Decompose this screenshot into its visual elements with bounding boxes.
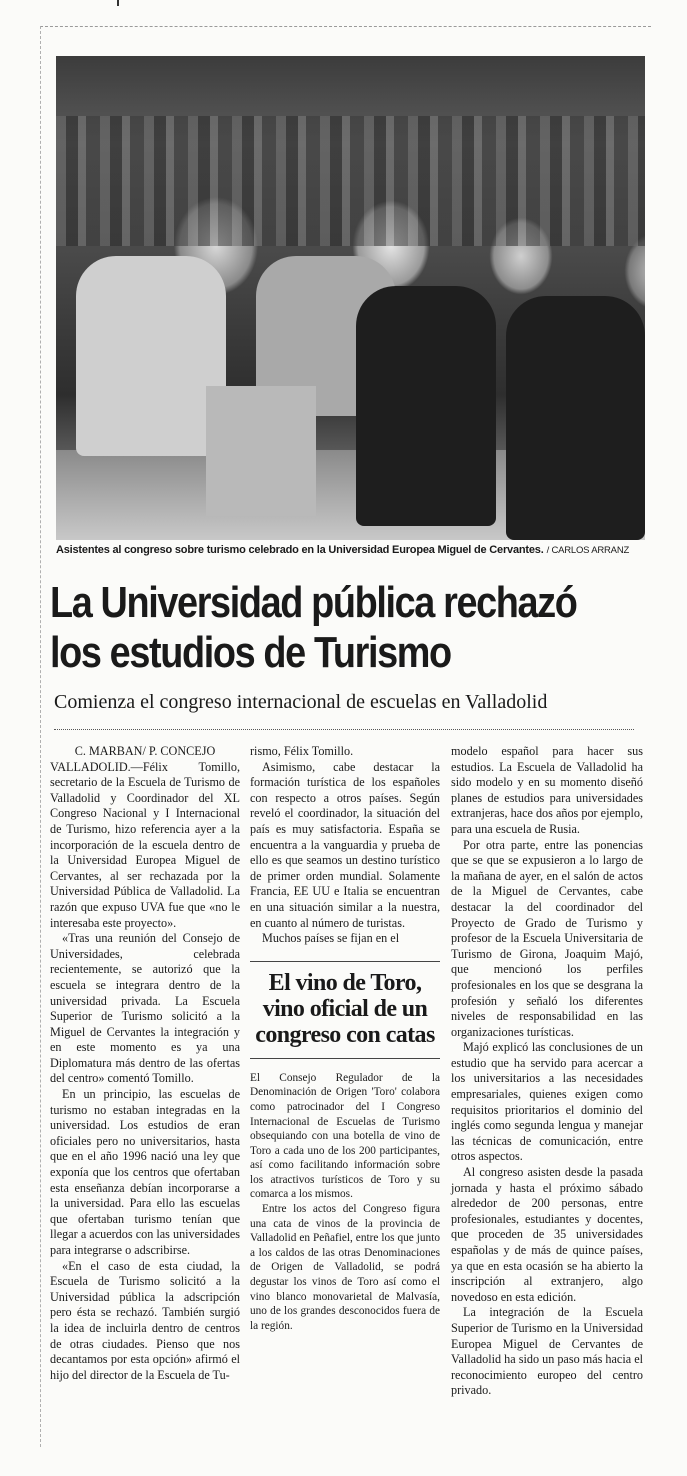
paragraph: El Consejo Regulador de la Denominación de Origen 'Toro' colabora como patrocinador del I Congreso Internacional de Escuelas de Turismo obsequiando con una botella de vino de Toro a cada uno de los 200 participantes, así como facilitando información sobre los atractivos turísticos de Toro y su comarca a los mismos. (250, 1071, 440, 1201)
paragraph: En un principio, las escuelas de turismo no estaban integradas en la universidad. Los estudios de eran oficiales pero no universitarios, hasta que en el año 1996 nació una ley que exponía que los centros que ofertaban esta enseñanza debían incorporarse a la universidad. Para ello las escuelas que ofertaban turismo tenían que llegar a acuerdos con las universidades para integrarse o adscribirse. (50, 1087, 240, 1257)
subheadline: Comienza el congreso internacional de escuelas en Valladolid (54, 691, 548, 713)
headline-line: La Universidad pública rechazó (50, 578, 577, 627)
byline: C. MARBAN/ P. CONCEJO (74, 744, 216, 758)
column-2 (250, 744, 440, 1333)
paragraph: modelo español para hacer sus estudios. La Escuela de Valladolid ha sido modelo y en su momento diseñó planes de estudios para universidades extranjeras, hace dos años por ejemplo, para una escuela de Rusia. (451, 744, 643, 836)
paragraph: Muchos países se fijan en el (262, 931, 400, 946)
divider (54, 729, 634, 730)
paragraph: Entre los actos del Congreso figura una cata de vinos de la provincia de Valladolid en Peñafiel, entre los que junto a los caldos de las otras Denominaciones de Origen de Valladolid, se podrá degustar los vinos de Toro así como el vino blanco monovarietal de Malvasía, uno de los grandes desconocidos fuera de la región. (250, 1203, 440, 1332)
sidebar-body (250, 1071, 440, 1334)
sidebar-box (250, 961, 440, 1059)
paragraph: «Tras una reunión del Consejo de Universidades, celebrada recientemente, se autorizó que la escuela se integrara dentro de la universidad privada. La Escuela Superior de Turismo solicitó a la Miguel de Cervantes la integración y en este momento es ya una Diplomatura más dentro de las ofertas del centro» comentó Tomillo. (50, 931, 240, 1086)
attendee-figure (356, 286, 496, 526)
headline-line: los estudios de Turismo (50, 628, 451, 677)
attendee-legs (206, 386, 316, 516)
audience-rows (56, 116, 645, 246)
audience-photo (56, 56, 645, 540)
sidebar-title: El vino de Toro, vino oficial de un congreso con catas (255, 969, 435, 1048)
column-1 (50, 744, 240, 1383)
paragraph: Majó explicó las conclusiones de un estudio que ha servido para acercar a los universitarios a las necesidades empresariales, quienes exigen como requisitos prioritarios el dominio del inglés como segunda lengua y manejar las técnicas de comunicación, entre otros aspectos. (451, 1040, 643, 1164)
paragraph: «En el caso de esta ciudad, la Escuela de Turismo solicitó a la Universidad pública la adscripción pero ésta se rechazó. También surgió la idea de incluirla dentro de centros de otras ciudades. Pienso que nos decantamos por esta opción» afirmó el hijo del director de la Escuela de Tu- (50, 1258, 240, 1382)
paragraph: VALLADOLID.—Félix Tomillo, secretario de la Escuela de Turismo de Valladolid y Coordinador del XL Congreso Nacional y I Internacional de Turismo, hizo referencia ayer a la incorporación de la escuela dentro de la Universidad Europea Miguel de Cervantes, al ser rechazada por la Universidad Pública de Valladolid. La razón que expuso UVA fue que «no le interesaba este proyecto». (50, 759, 240, 930)
headline (50, 578, 575, 678)
caption-text: Asistentes al congreso sobre turismo celebrado en la Universidad Europea Miguel de Cervantes. (56, 544, 544, 556)
photo-credit: / CARLOS ARRANZ (546, 545, 630, 556)
paragraph: Al congreso asisten desde la pasada jornada y hasta el próximo sábado alrededor de 200 personas, entre profesionales, estudiantes y docentes, que proceden de 35 universidades españolas y de más de quince países, ya que en esta ocasión se ha abierto la inscripción al extranjero, algo novedoso en esta edición. (451, 1165, 643, 1304)
paragraph: Por otra parte, entre las ponencias que se que se expusieron a lo largo de la mañana de ayer, en el salón de actos de la Miguel de Cervantes, cabe destacar la del coordinador del Proyecto de Grado de Turismo y profesor de la Escuela Universitaria de Turismo de Girona, Joaquim Majó, que mencionó los perfiles profesionales en los que se desgrana la profesión y señaló los diferentes niveles de responsabilidad en las organizaciones turísticas. (451, 837, 643, 1039)
paragraph: La integración de la Escuela Superior de Turismo en la Universidad Europea Miguel de Cervantes de Valladolid ha sido un paso más hacia el reconocimiento europeo del centro privado. (451, 1305, 643, 1398)
attendee-figure (76, 256, 226, 456)
column-3 (451, 744, 643, 1399)
paragraph: Asimismo, cabe destacar la formación turística de los españoles con respecto a otros países. Según reveló el coordinador, la situación del país es muy satisfactoria. España se encuentra a la vanguardia y prueba de ello es que seamos un destino turístico de primer orden mundial. Solamente Francia, EE UU e Italia se encuentran en una situación similar a la nuestra, en cuanto al número de turistas. (250, 759, 440, 930)
paragraph: rismo, Félix Tomillo. (250, 744, 354, 758)
photo-caption (56, 544, 656, 556)
scan-mark (117, 0, 119, 6)
attendee-figure (506, 296, 645, 540)
